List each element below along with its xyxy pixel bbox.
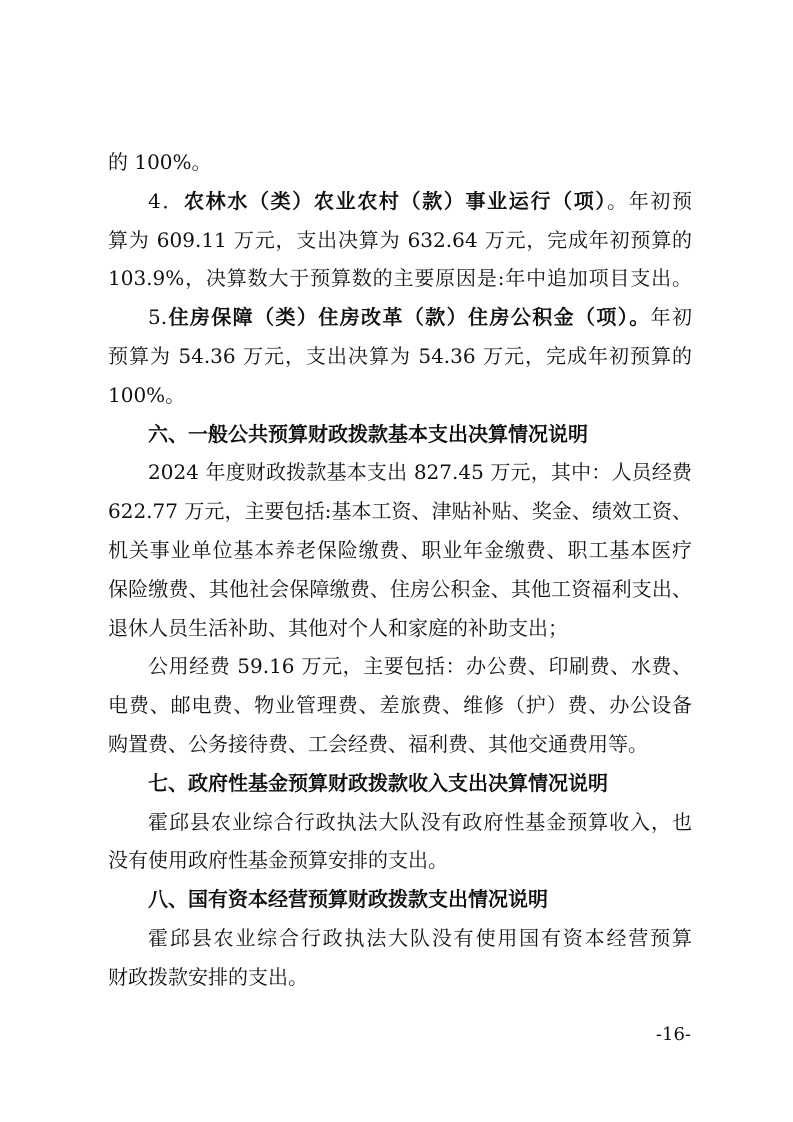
text-line <box>108 221 692 260</box>
text-segment: 六、一般公共预算财政拨款基本支出决算情况说明 <box>148 421 588 446</box>
text-segment: 退休人员生活补助、其他对个人和家庭的补助支出； <box>108 615 568 640</box>
text-segment: 年初 <box>650 305 693 330</box>
text-line <box>108 958 692 997</box>
text-segment: 5. <box>148 305 168 330</box>
text-line <box>108 919 692 958</box>
text-line <box>108 453 692 492</box>
section-heading <box>108 880 692 919</box>
text-line <box>108 492 692 531</box>
text-line <box>108 686 692 725</box>
text-segment: 霍邱县农业综合行政执法大队没有使用国有资本经营预算 <box>148 925 692 950</box>
text-segment: 的 100%。 <box>108 150 212 174</box>
text-line <box>108 609 692 648</box>
text-line <box>108 143 692 182</box>
text-segment: 保险缴费、其他社会保障缴费、住房公积金、其他工资福利支出、 <box>108 576 692 601</box>
text-segment: 七、政府性基金预算财政拨款收入支出决算情况说明 <box>148 770 608 795</box>
text-line <box>108 841 692 880</box>
text-segment: 公用经费 59.16 万元，主要包括：办公费、印刷费、水费、 <box>148 654 692 679</box>
text-line <box>108 298 692 337</box>
text-segment: 103.9%，决算数大于预算数的主要原因是:年中追加项目支出。 <box>108 266 692 291</box>
text-segment: 2024 年度财政拨款基本支出 827.45 万元，其中：人员经费 <box>148 460 692 485</box>
text-segment: 电费、邮电费、物业管理费、差旅费、维修（护）费、办公设备 <box>108 693 692 718</box>
text-segment: 购置费、公务接待费、工会经费、福利费、其他交通费用等。 <box>108 731 648 756</box>
text-segment: 622.77 万元，主要包括:基本工资、津贴补贴、奖金、绩效工资、 <box>108 499 692 524</box>
text-line <box>108 570 692 609</box>
section-heading <box>108 415 692 454</box>
text-segment: 100%。 <box>108 382 186 407</box>
text-segment: 。年初预 <box>607 188 692 213</box>
text-segment: 财政拨款安排的支出。 <box>108 964 308 989</box>
text-line <box>108 725 692 764</box>
bold-text: 住房保障（类）住房改革（款）住房公积金（项）。 <box>167 305 651 330</box>
text-segment: 算为 609.11 万元，支出决算为 632.64 万元，完成年初预算的 <box>108 227 692 252</box>
text-segment: 八、国有资本经营预算财政拨款支出情况说明 <box>148 887 548 912</box>
text-line <box>108 182 692 221</box>
text-segment: 机关事业单位基本养老保险缴费、职业年金缴费、职工基本医疗 <box>108 537 692 562</box>
section-heading <box>108 764 692 803</box>
text-line <box>108 531 692 570</box>
text-segment: 4． <box>148 188 185 213</box>
bold-text: 农林水（类）农业农村（款）事业运行（项） <box>184 188 608 213</box>
text-line <box>108 376 692 415</box>
text-line <box>108 259 692 298</box>
document-body <box>108 143 692 997</box>
text-line <box>108 337 692 376</box>
text-segment: 没有使用政府性基金预算安排的支出。 <box>108 848 448 873</box>
text-line <box>108 647 692 686</box>
text-line <box>108 803 692 842</box>
page-number: -16- <box>655 1024 691 1045</box>
text-segment: 预算为 54.36 万元，支出决算为 54.36 万元，完成年初预算的 <box>108 343 692 368</box>
text-segment: 霍邱县农业综合行政执法大队没有政府性基金预算收入，也 <box>148 809 692 834</box>
